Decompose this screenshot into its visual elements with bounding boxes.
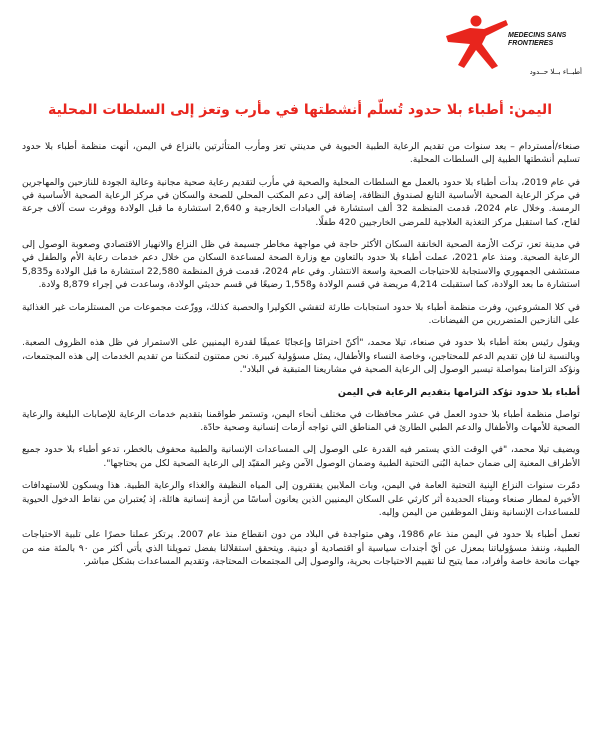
paragraph: صنعاء/أمستردام – بعد سنوات من تقديم الرعاية الطبية الحيوية في مدينتي تعز ومأرب المتأثرتين بالنزاع في اليمن، أنهت منظمة أطباء بلا حدود تسليم أنشطتها الطبية إلى السلطات المحلية.	[22, 141, 580, 166]
article-body	[22, 140, 580, 578]
paragraph: تواصل منظمة أطباء بلا حدود العمل في عشر محافظات في مختلف أنحاء اليمن، وتستمر طواقمنا بتقديم خدمات الرعاية للإصابات البليغة والرعاية الصحية للأمهات والأطفال والدعم الطبي الطارئ في المناطق التي تواجه أزمات إنسانية وصحية حادّة.	[22, 408, 580, 433]
paragraph: في مدينة تعز، تركت الأزمة الصحية الخانقة السكان الأكثر حاجة في مواجهة مخاطر جسيمة في ظل النزاع والانهيار الاقتصادي وصعوبة الوصول إلى الرعاية الصحية. ومنذ عام 2021، عملت أطباء بلا حدود بالتعاون مع وزارة الصحة لمساعدة السكان من خلال دعم خدمات رعاية الأم والطفل في مستشفى الجمهوري والاستجابة للاحتياجات الصحية واسعة الانتشار. وفي عام 2024، قدمت فرق المنظمة 22,580 استشارة ما قبل الولادة و5,835 استشارة ما بعد الولادة، كما استقبلت 4,214 مريضة في قسم الولادة و1,558 رضيعًا في قسم حديثي الولادة، وساعدت في إجراء 8,879 ولادة.	[22, 239, 580, 290]
msf-logo	[432, 14, 582, 88]
paragraph: دمّرت سنوات النزاع البِنية التحتية العامة في اليمن، وبات الملايين يفتقرون إلى المياه النظيفة والغذاء والرعاية الطبية. هذا ويسكون للاستهدافات الأخيرة لمطار صنعاء وميناء الحديدة أثر كارثي على السكان اليمنيين الذين يعانون أساسًا من أزمة إنسانية هائلة، إذ يُعتبران من نقاط الدخول الحيوية للمساعدات الإنسانية ونقل الموظفين من اليمن وإليه.	[22, 480, 580, 518]
paragraph: ويقول رئيس بعثة أطباء بلا حدود في صنعاء، تيلا محمد، "أكنّ احترامًا وإعجابًا عميقًا لقدرة اليمنيين على الاستمرار في ظل هذه الظروف الصعبة. وبالنسبة لنا فإن تقديم الدعم للمحتاجين، وخاصة النساء والأطفال، يمثل مسؤولية كبيرة. نحن ممتنون لتمكننا من تقديم الخدمات إلى هذه المجتمعات، ونؤكد التزامنا بمواصلة تيسير الوصول إلى الرعاية الصحية في مشاريعنا المتبقية في البلاد".	[22, 337, 580, 375]
paragraph: في عام 2019، بدأت أطباء بلا حدود بالعمل مع السلطات المحلية والصحية في مأرب لتقديم رعاية صحية مجانية وعالية الجودة للنازحين والمهاجرين في مركز الرعاية الصحية الأساسية التابع لصندوق النظافة، إضافة إلى دعم المكتب المحلي للصحة والسكان في مركز الرعاية الصحية الأساسية في الرمسة. وخلال عام 2024، قدمت المنظمة 32 ألف استشارة في العيادات الخارجية و 2,640 استشارة ما قبل الولادة ووفرت ست آلاف جرعة لقاح، كما استقبل مركز التغذية العلاجية للمرضى الخارجيين 420 طفلًا.	[22, 176, 581, 228]
section-heading: أطباء بلا حدود تؤكد التزامها بتقديم الرعاية في اليمن	[337, 386, 580, 398]
msf-name-ar: أطبــاء بــلا حــدود	[529, 68, 582, 76]
paragraph: تعمل أطباء بلا حدود في اليمن منذ عام 1986، وهي متواجدة في البلاد من دون انقطاع منذ عام 2007. يرتكز عملنا حصرًا على تلبية الاحتياجات الطبية، وننفذ مسؤولياتنا بمعزل عن أيّ أجندات سياسية أو اقتصادية أو دينية. ويتحقق استقلالنا بفضل تمويلنا الذي يأتي أكثر من ٩٠ بالمئة منه من جهات مانحة خاصة وأفراد، مما يتيح لنا تقييم الاحتياجات بحرية، والوصول إلى المجتمعات المحتاجة، وتقديم المساعدات بشكل مباشر.	[22, 529, 581, 567]
msf-name-en: MEDECINS SANS FRONTIERES	[508, 32, 567, 47]
paragraph: ويضيف تيلا محمد، "في الوقت الذي يستمر فيه القدرة على الوصول إلى المساعدات الإنسانية والطبية محفوف بالخطر، تدعو أطباء بلا حدود جميع الأطراف المعنية إلى ضمان حماية البُنى التحتية الطبية وضمان الوصول الآمن وغير المقيّد إلى الرعاية الصحية لكل من يحتاجها".	[22, 444, 580, 469]
article-title: اليمن: أطباء بلا حدود تُسلّم أنشطتها في مأرب وتعز إلى السلطات المحلية	[48, 102, 552, 118]
msf-running-man-logo	[440, 14, 510, 70]
paragraph: في كلا المشروعين، وفرت منظمة أطباء بلا حدود استجابات طارئة لتفشي الكوليرا والحصبة كذلك، ووزّعت مجموعات من المستلزمات غير الغذائية على النازحين المتضررين من الفيضانات.	[22, 301, 580, 326]
